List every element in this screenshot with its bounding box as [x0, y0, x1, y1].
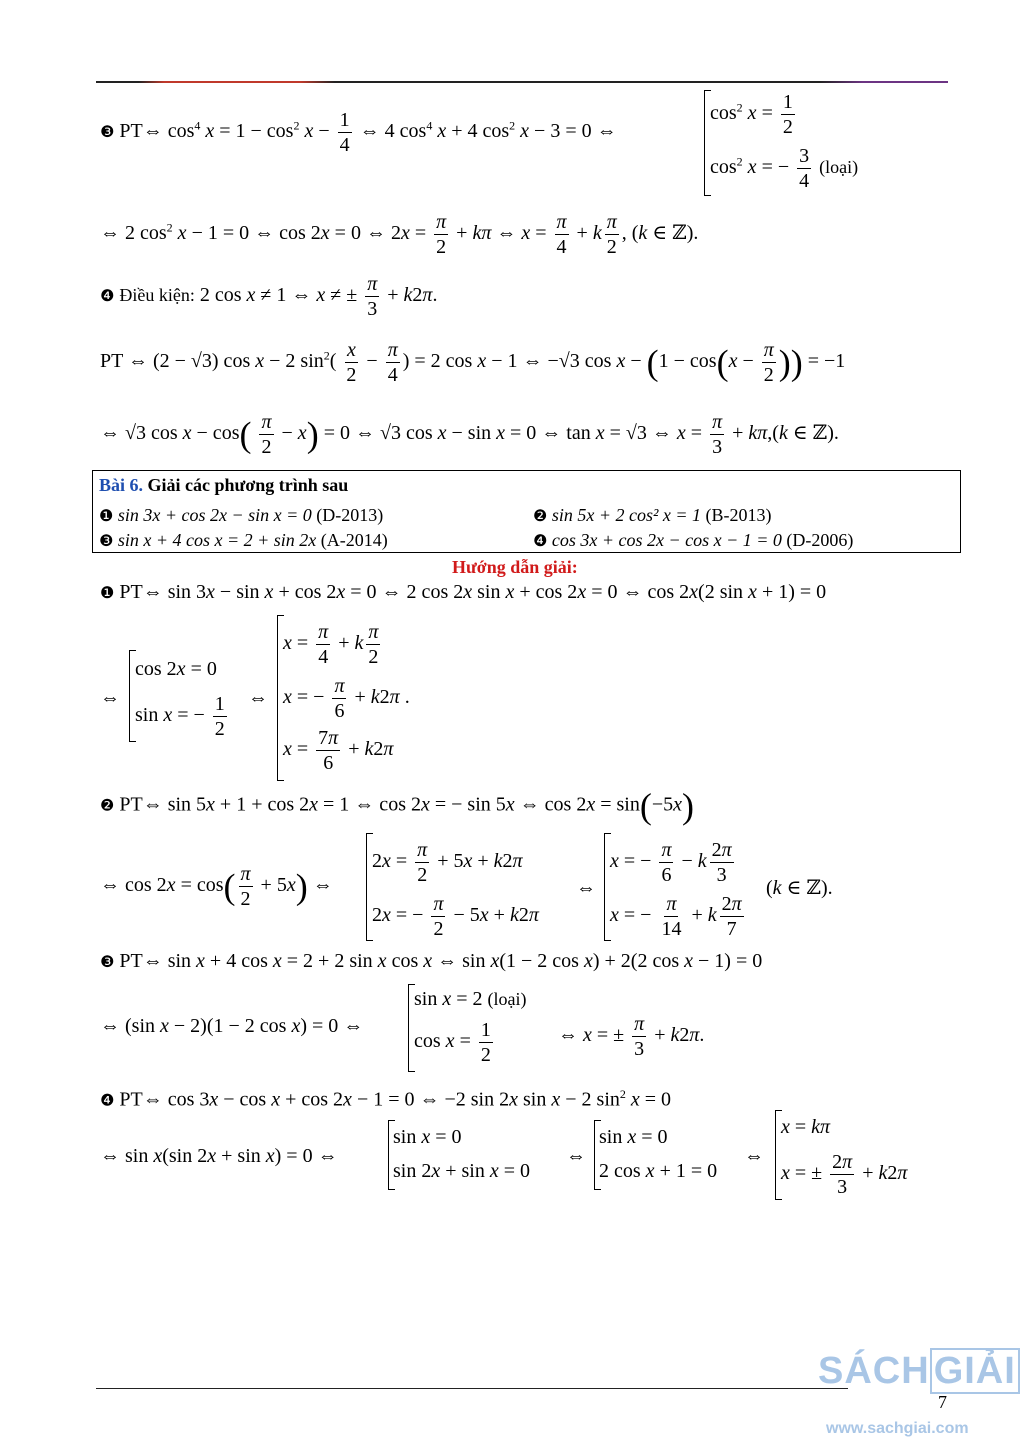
guide-heading: Hướng dẫn giải:	[452, 557, 578, 577]
problem-item-2: ❷ sin 5x + 2 cos² x = 1 (B-2013)	[533, 505, 772, 525]
page-number: 7	[938, 1392, 947, 1412]
solution-1-line-1: ❶ PT⇔ sin 3x − sin x + cos 2x = 0 ⇔ 2 cos 2x sin x + cos 2x = 0 ⇔ cos 2x(2 sin x + 1) = 0	[100, 581, 827, 603]
arrow: ⇔	[744, 1145, 764, 1167]
case-line: sin x = 2 (loại)	[414, 988, 527, 1010]
case-line: x = − $\frac{\pi}{14}$ + k $\frac{2\pi}{7}$	[610, 893, 742, 940]
arrow: ⇔	[576, 877, 596, 899]
case-bracket	[388, 1120, 389, 1190]
case-line: $\cos^2 x$ = $\frac{1}{2}$	[710, 91, 793, 138]
case-line: cos 2x = 0	[135, 658, 217, 680]
case-line: 2 cos x + 1 = 0	[599, 1160, 718, 1182]
solution-4-line-1: PT ⇔ (2 − √3) cos x − 2 $\sin^2$( $\frac{x}{2}$ − $\frac{\pi}{4}$ ) = 2 cos x − 1 ⇔ −√3 cos x − (1 − cos(x − $\frac{\pi}{2}$ )) = −1	[100, 339, 846, 386]
case-line: sin x = 0	[393, 1126, 462, 1148]
solution-4-condition: ❹ Điều kiện: 2 cos x ≠ 1 ⇔ x ≠ ± $\frac{\pi}{3}$ + k2π.	[100, 273, 438, 320]
case-line: sin x = − $\frac{1}{2}$	[135, 693, 225, 740]
solution-3-line-2: ⇔ 2 $\cos^2 x - 1 = 0$ ⇔ cos 2x = 0 ⇔ 2x = $\frac{\pi}{2}$ + kπ ⇔ x = $\frac{\pi}{4}$ + k $\frac{\pi}{2}$ , (k ∈ ℤ).	[100, 211, 699, 258]
case-line: sin x = 0	[599, 1126, 668, 1148]
case-note: (k ∈ ℤ).	[766, 877, 833, 899]
case-bracket	[604, 833, 605, 941]
solution-3-line-1: ❸ PT⇔ $\cos^4 x = 1 - \cos^2 x$ − $\frac{1}{4}$ ⇔ 4 $\cos^4 x + 4$ $\cos^2 x - 3 = 0$ ⇔	[100, 109, 617, 156]
arrow: ⇔	[566, 1145, 586, 1167]
solution-4b-line-2: ⇔ sin x(sin 2x + sin x) = 0 ⇔	[100, 1145, 338, 1167]
problem-item-1: ❶ sin 3x + cos 2x − sin x = 0 (D-2013)	[99, 505, 384, 525]
logo: SÁCH GIẢI	[818, 1350, 1020, 1393]
case-line: x = $\frac{\pi}{4}$ + k $\frac{\pi}{2}$	[283, 621, 379, 668]
case-bracket	[408, 984, 409, 1072]
case-note: ⇔ x = ± $\frac{\pi}{3}$ + k2π.	[558, 1013, 705, 1060]
solution-2-line-1: ❷ PT⇔ sin 5x + 1 + cos 2x = 1 ⇔ cos 2x = − sin 5x ⇔ cos 2x = sin(−5x)	[100, 786, 695, 826]
solution-4-line-2: ⇔ √3 cos x − cos( $\frac{\pi}{2}$ − x) = 0 ⇔ √3 cos x − sin x = 0 ⇔ tan x = √3 ⇔ x = $\frac{\pi}{3}$ + kπ,(k ∈ ℤ).	[100, 411, 839, 458]
case-line: $\cos^2 x$ = − $\frac{3}{4}$ (loại)	[710, 145, 859, 192]
case-line: x = ± $\frac{2\pi}{3}$ + k2π	[781, 1151, 908, 1198]
header-rule	[96, 81, 948, 83]
solution-3b-line-2: ⇔ (sin x − 2)(1 − 2 cos x) = 0 ⇔	[100, 1015, 364, 1037]
solution-4b-line-1: ❹ PT⇔ cos 3x − cos x + cos 2x − 1 = 0 ⇔ −2 sin 2x sin x − 2 $\sin^2 x = 0$	[100, 1087, 672, 1111]
solution-3b-line-1: ❸ PT⇔ sin x + 4 cos x = 2 + 2 sin x cos x ⇔ sin x(1 − 2 cos x) + 2(2 cos x − 1) = 0	[100, 950, 763, 972]
case-bracket	[594, 1120, 595, 1190]
case-line: 2x = $\frac{\pi}{2}$ + 5x + k2π	[372, 839, 523, 886]
problem-item-3: ❸ sin x + 4 cos x = 2 + sin 2x (A-2014)	[99, 530, 388, 550]
problem-item-4: ❹ cos 3x + cos 2x − cos x − 1 = 0 (D-2006)	[533, 530, 854, 550]
arrow: ⇔	[100, 687, 120, 709]
case-bracket	[775, 1110, 776, 1200]
problem-title: Bài 6. Giải các phương trình sau	[99, 475, 349, 495]
case-line: 2x = − $\frac{\pi}{2}$ − 5x + k2π	[372, 893, 539, 940]
case-line: x = $\frac{7\pi}{6}$ + k2π	[283, 727, 394, 774]
logo-url: www.sachgiai.com	[826, 1420, 969, 1437]
case-line: x = − $\frac{\pi}{6}$ + k2π .	[283, 675, 410, 722]
case-bracket	[277, 615, 278, 781]
case-line: x = − $\frac{\pi}{6}$ − k $\frac{2\pi}{3}$	[610, 839, 732, 886]
case-bracket	[366, 833, 367, 941]
solution-2-line-2: ⇔ cos 2x = cos( $\frac{\pi}{2}$ + 5x) ⇔	[100, 863, 333, 910]
case-bracket	[704, 90, 705, 196]
case-bracket	[129, 650, 130, 742]
arrow: ⇔	[248, 687, 268, 709]
footer-rule	[96, 1388, 848, 1389]
case-line: sin 2x + sin x = 0	[393, 1160, 531, 1182]
case-line: x = kπ	[781, 1116, 831, 1138]
case-line: cos x = $\frac{1}{2}$	[414, 1019, 491, 1066]
